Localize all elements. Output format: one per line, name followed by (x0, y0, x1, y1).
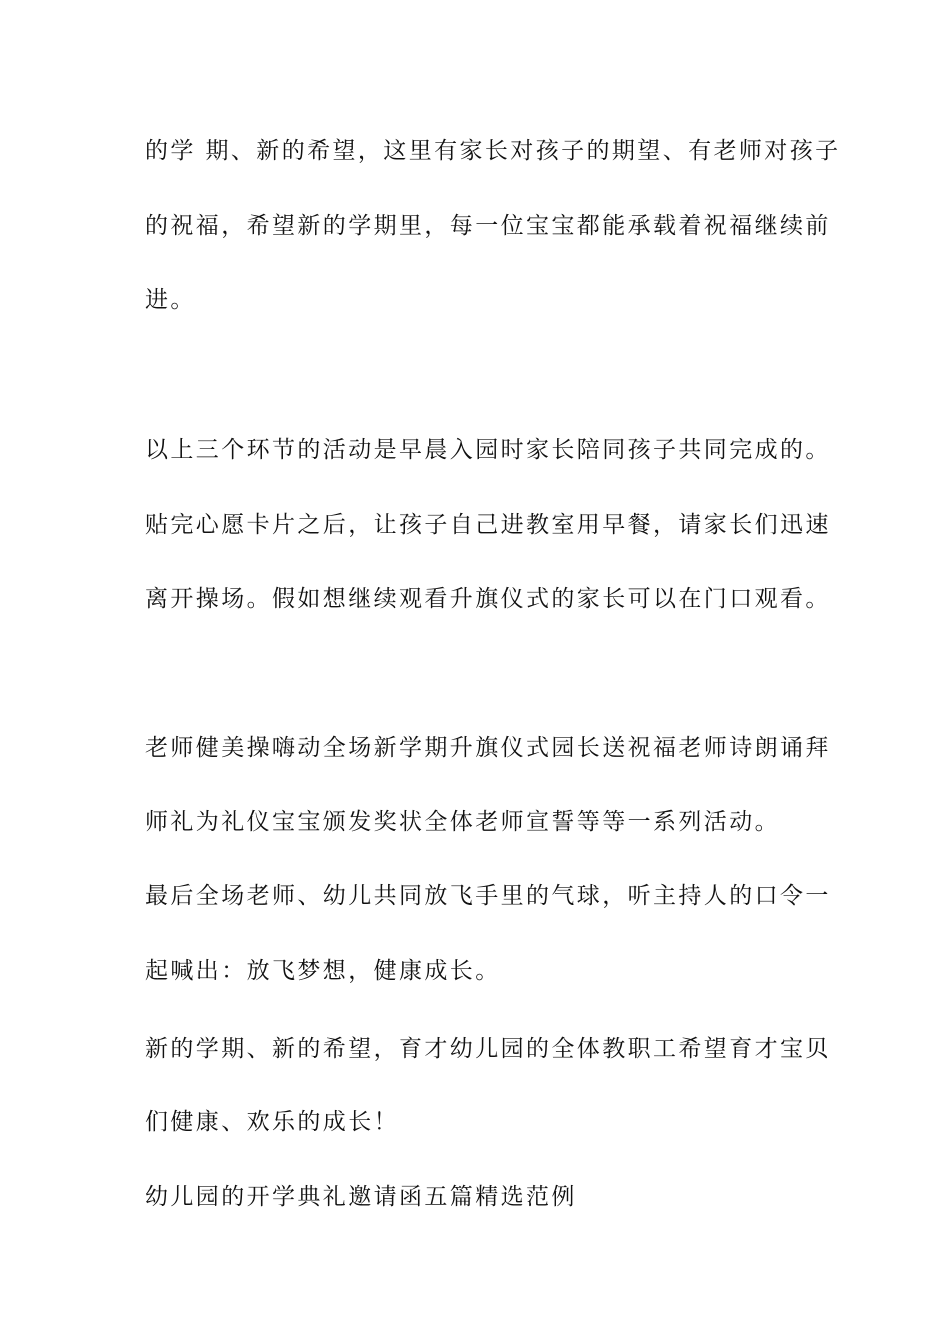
paragraph-2-line-3: 离开操场。假如想继续观看升旗仪式的家长可以在门口观看。 (145, 586, 831, 612)
paragraph-5-line-1: 新的学期、新的希望，育才幼儿园的全体教职工希望育才宝贝 (145, 1036, 831, 1062)
paragraph-1-line-1: 的学 期、新的希望，这里有家长对孩子的期望、有老师对孩子 (145, 138, 841, 164)
paragraph-1-line-2: 的祝福，希望新的学期里，每一位宝宝都能承载着祝福继续前 (145, 213, 831, 239)
paragraph-3-line-2: 师礼为礼仪宝宝颁发奖状全体老师宣誓等等一系列活动。 (145, 809, 780, 835)
paragraph-5-line-2: 们健康、欢乐的成长！ (145, 1109, 399, 1135)
paragraph-2-line-1: 以上三个环节的活动是早晨入园时家长陪同孩子共同完成的。 (145, 437, 831, 463)
paragraph-2-line-2: 贴完心愿卡片之后，让孩子自己进教室用早餐，请家长们迅速 (145, 512, 831, 538)
section-heading: 幼儿园的开学典礼邀请函五篇精选范例 (145, 1184, 577, 1210)
paragraph-4-line-1: 最后全场老师、幼儿共同放飞手里的气球，听主持人的口令一 (145, 883, 831, 909)
paragraph-4-line-2: 起喊出：放飞梦想，健康成长。 (145, 958, 501, 984)
paragraph-3-line-1: 老师健美操嗨动全场新学期升旗仪式园长送祝福老师诗朗诵拜 (145, 735, 831, 761)
paragraph-1-line-3: 进。 (145, 287, 196, 313)
